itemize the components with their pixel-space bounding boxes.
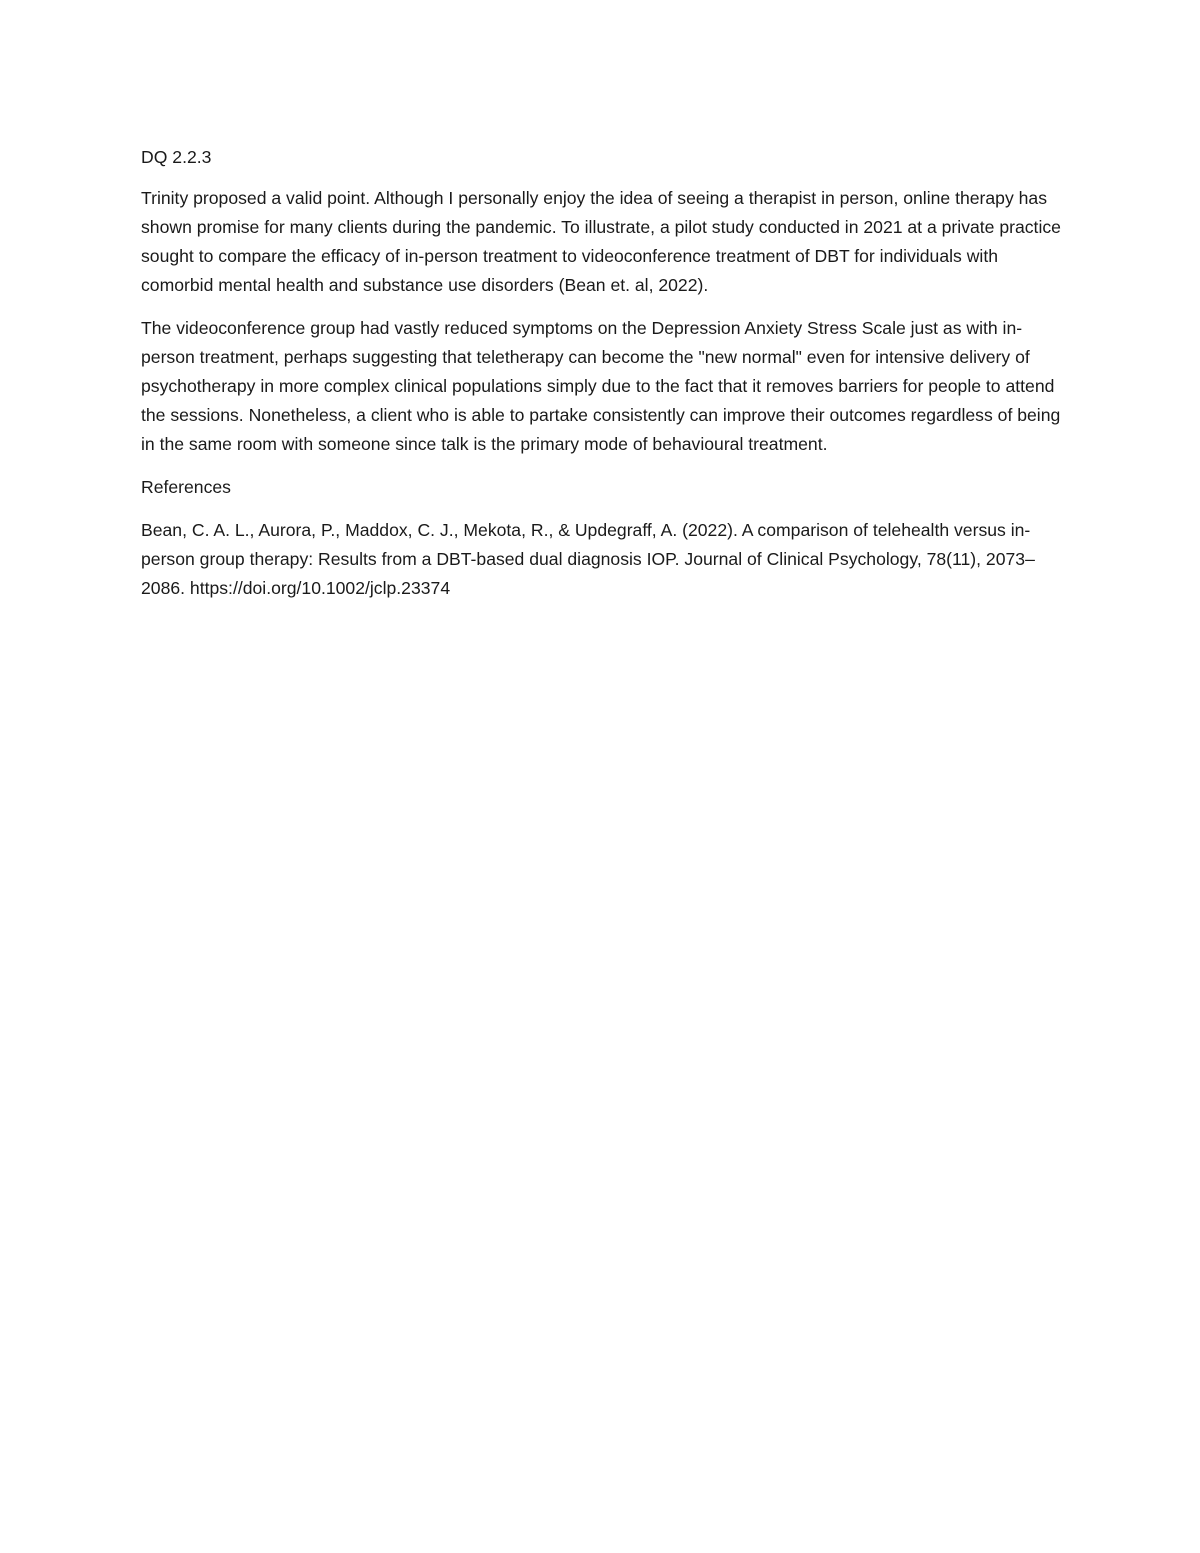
references-heading: References <box>141 477 231 497</box>
body-paragraph-1: Trinity proposed a valid point. Although I personally enjoy the idea of seeing a therapist in person, online therapy has shown promise for many clients during the pandemic. To illustrate, a pilot study conducted in 2021 at a private practice sought to compare the efficacy of in-person treatment to videoconference treatment of DBT for individuals with comorbid mental health and substance use disorders (Bean et. al, 2022). <box>141 188 1061 295</box>
body-paragraph-2: The videoconference group had vastly reduced symptoms on the Depression Anxiety Stress Scale just as with in-person treatment, perhaps suggesting that teletherapy can become the "new normal" even for intensive delivery of psychotherapy in more complex clinical populations simply due to the fact that it removes barriers for people to attend the sessions. Nonetheless, a client who is able to partake consistently can improve their outcomes regardless of being in the same room with someone since talk is the primary mode of behavioural treatment. <box>141 318 1061 454</box>
document-body <box>141 143 1066 617</box>
reference-entry: Bean, C. A. L., Aurora, P., Maddox, C. J., Mekota, R., & Updegraff, A. (2022). A comparison of telehealth versus in-person group therapy: Results from a DBT-based dual diagnosis IOP. Journal of Clinical Psychology, 78(11), 2073–2086. https://doi.org/10.1002/jclp.23374 <box>141 520 1035 598</box>
document-heading: DQ 2.2.3 <box>141 147 212 167</box>
